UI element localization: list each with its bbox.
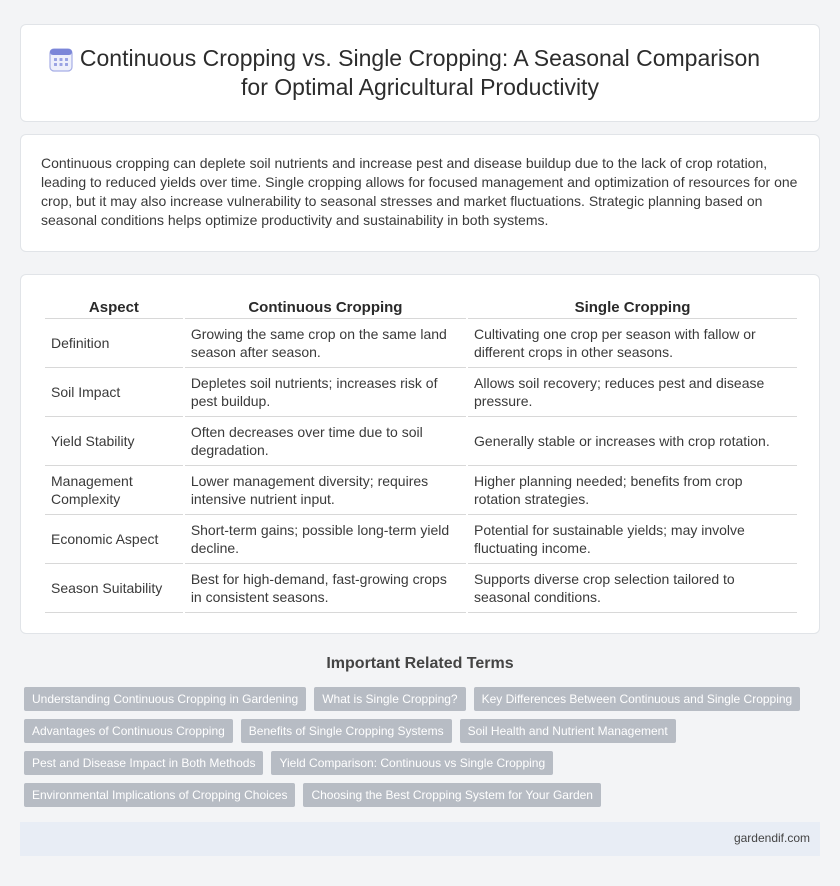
table-row — [45, 368, 797, 417]
row-single: Cultivating one crop per season with fallow or different crops in other seasons. — [468, 319, 797, 368]
header-aspect: Aspect — [45, 297, 183, 319]
related-term-link[interactable]: Soil Health and Nutrient Management — [460, 719, 676, 743]
row-single: Generally stable or increases with crop rotation. — [468, 417, 797, 466]
row-aspect: Soil Impact — [45, 368, 183, 417]
row-single: Potential for sustainable yields; may involve fluctuating income. — [468, 515, 797, 564]
related-terms-title: Important Related Terms — [326, 655, 514, 672]
page-title-line-2: for Optimal Agricultural Productivity — [241, 74, 599, 100]
related-term-link[interactable]: Key Differences Between Continuous and Single Cropping — [474, 687, 801, 711]
row-continuous: Depletes soil nutrients; increases risk of pest buildup. — [185, 368, 466, 417]
related-term-link[interactable]: Pest and Disease Impact in Both Methods — [24, 751, 263, 775]
header-continuous: Continuous Cropping — [185, 297, 466, 319]
related-term-link[interactable]: Environmental Implications of Cropping Choices — [24, 783, 295, 807]
summary-text: Continuous cropping can deplete soil nutrients and increase pest and disease buildup due to the lack of crop rotation, leading to reduced yields over time. Single cropping allows for focused management and optimization of resources for one crop, but it may also increase vulnerability to seasonal stresses and market fluctuations. Strategic planning based on seasonal conditions helps optimize productivity and sustainability in both systems. — [41, 155, 798, 228]
tag-row — [24, 751, 804, 775]
row-aspect: Economic Aspect — [45, 515, 183, 564]
related-terms-list — [24, 687, 804, 815]
row-continuous: Growing the same crop on the same land season after season. — [185, 319, 466, 368]
related-term-link[interactable]: What is Single Cropping? — [314, 687, 465, 711]
row-continuous: Often decreases over time due to soil degradation. — [185, 417, 466, 466]
row-aspect: Definition — [45, 319, 183, 368]
tag-row — [24, 783, 804, 807]
table-row — [45, 515, 797, 564]
row-aspect: Season Suitability — [45, 564, 183, 613]
table-row — [45, 417, 797, 466]
table-row — [45, 564, 797, 613]
header-single: Single Cropping — [468, 297, 797, 319]
row-single: Supports diverse crop selection tailored to seasonal conditions. — [468, 564, 797, 613]
footer-site-link[interactable]: gardendif.com — [733, 831, 810, 845]
row-continuous: Lower management diversity; requires intensive nutrient input. — [185, 466, 466, 515]
comparison-table — [43, 297, 799, 613]
row-continuous: Best for high-demand, fast-growing crops in consistent seasons. — [185, 564, 466, 613]
related-term-link[interactable]: Choosing the Best Cropping System for Your Garden — [303, 783, 601, 807]
footer — [20, 822, 820, 856]
row-single: Higher planning needed; benefits from crop rotation strategies. — [468, 466, 797, 515]
related-term-link[interactable]: Understanding Continuous Cropping in Gardening — [24, 687, 306, 711]
summary-card — [20, 134, 820, 252]
related-term-link[interactable]: Yield Comparison: Continuous vs Single Cropping — [271, 751, 553, 775]
page-title-line-1: Continuous Cropping vs. Single Cropping: A Seasonal Comparison — [79, 45, 761, 71]
row-continuous: Short-term gains; possible long-term yield decline. — [185, 515, 466, 564]
table-header-row — [45, 297, 797, 319]
page-title — [21, 44, 819, 102]
row-aspect: Yield Stability — [45, 417, 183, 466]
row-aspect: Management Complexity — [45, 466, 183, 515]
related-term-link[interactable]: Benefits of Single Cropping Systems — [241, 719, 452, 743]
table-row — [45, 466, 797, 515]
comparison-table-card — [20, 274, 820, 634]
tag-row — [24, 719, 804, 743]
tag-row — [24, 687, 804, 711]
related-term-link[interactable]: Advantages of Continuous Cropping — [24, 719, 233, 743]
header-card — [20, 24, 820, 122]
table-row — [45, 319, 797, 368]
row-single: Allows soil recovery; reduces pest and disease pressure. — [468, 368, 797, 417]
